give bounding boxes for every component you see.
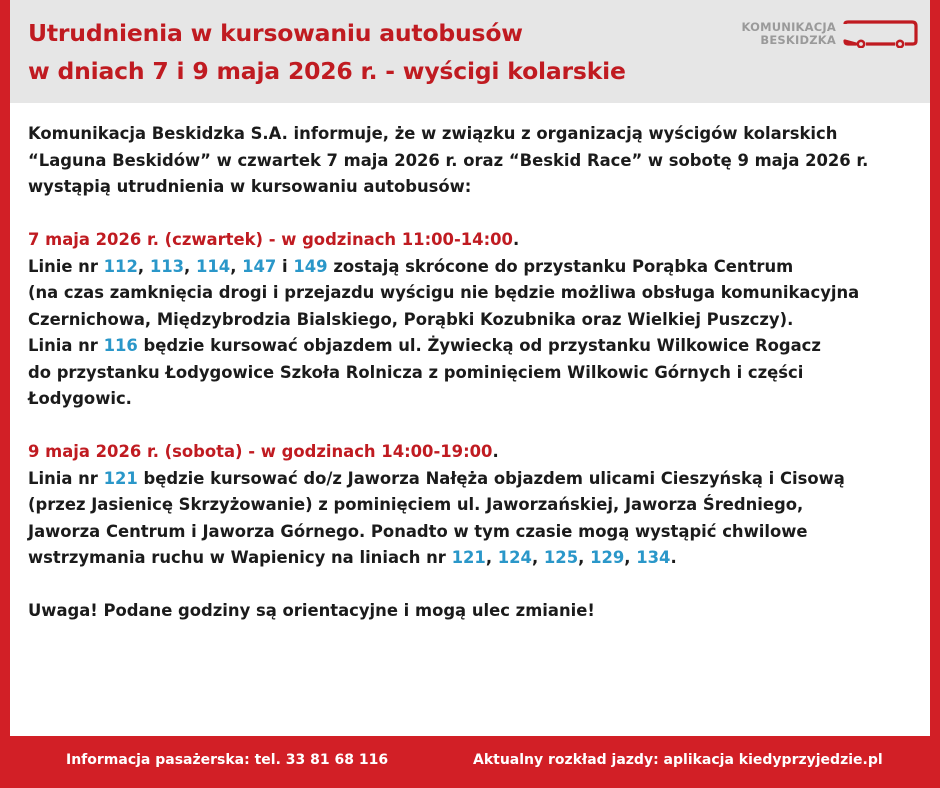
section-2-date: 9 maja 2026 r. (sobota) - w godzinach 14:00-19:00 [28,442,493,461]
header-bar [10,0,930,103]
section-1-detour: Linia nr 116 będzie kursować objazdem ul. Żywiecką od przystanku Wilkowice Rogacz [28,336,821,355]
footer-bar [0,736,940,788]
logo-line-2: BESKIDZKA [760,33,836,47]
section-2-heading: 9 maja 2026 r. (sobota) - w godzinach 14:00-19:00. [28,442,499,461]
line-number: 116 [103,336,138,355]
line-number: 125 [543,548,579,567]
section-1-note: (na czas zamknięcia drogi i przejazdu wyścigu nie będzie możliwa obsługa komunikacyjna [28,283,860,302]
line-number: 114 [195,256,231,276]
title-line-1: Utrudnienia w kursowaniu autobusów [28,19,523,47]
line-number: 121 [451,548,486,567]
section-2-detour: Linia nr 121 będzie kursować do/z Jaworza Nałęża objazdem ulicami Cieszyńską i Cisową [28,468,845,488]
section-2-stops: wstrzymania ruchu w Wapienicy na liniach nr 121, 124, 125, 129, 134. [28,548,677,567]
line-number: 129 [590,548,625,567]
line-number: 112 [103,256,138,276]
title-line-2: w dniach 7 i 9 maja 2026 r. - wyścigi kolarskie [28,57,626,85]
passenger-info: Informacja pasażerska: tel. 33 81 68 116 [66,752,389,768]
section-2-detour: Jaworza Centrum i Jaworza Górnego. Ponadto w tym czasie mogą wystąpić chwilowe [28,521,808,541]
line-number: 113 [149,256,185,276]
section-1-detour: Łodygowic. [28,389,132,408]
line-number: 121 [103,468,138,488]
section-1-note: Czernichowa, Międzybrodzia Bialskiego, Porąbki Kozubnika oraz Wielkiej Puszczy). [28,309,794,329]
section-1-date: 7 maja 2026 r. (czwartek) - w godzinach 11:00-14:00 [28,230,513,249]
page-title [28,14,626,90]
timetable-info: Aktualny rozkład jazdy: aplikacja kiedyprzyjedzie.pl [473,752,883,768]
line-number: 124 [497,548,532,567]
notice-body [28,121,918,625]
section-1-detour: do przystanku Łodygowice Szkoła Rolnicza z pominięciem Wilkowic Górnych i części [28,362,804,382]
line-number: 134 [636,548,671,567]
intro-line: “Laguna Beskidów” w czwartek 7 maja 2026 r. oraz “Beskid Race” w sobotę 9 maja 2026 r. [28,150,869,170]
section-1-lines: Linie nr 112, 113, 114, 147 i 149 zostają skrócone do przystanku Porąbka Centrum [28,256,794,276]
warning-text: Uwaga! Podane godziny są orientacyjne i mogą ulec zmianie! [28,601,595,620]
logo-line-1: KOMUNIKACJA [741,20,836,34]
line-number: 147 [242,256,277,276]
logo-text [742,21,837,47]
section-1-heading: 7 maja 2026 r. (czwartek) - w godzinach 11:00-14:00. [28,230,520,249]
company-logo [742,14,919,54]
intro-line: Komunikacja Beskidzka S.A. informuje, że w związku z organizacją wyścigów kolarskich [28,124,838,143]
intro-line: wystąpią utrudnienia w kursowaniu autobusów: [28,177,472,196]
line-number: 149 [293,256,328,276]
section-2-detour: (przez Jasienicę Skrzyżowanie) z pominięciem ul. Jaworzańskiej, Jaworza Średniego, [28,495,804,514]
bus-icon [842,20,918,48]
